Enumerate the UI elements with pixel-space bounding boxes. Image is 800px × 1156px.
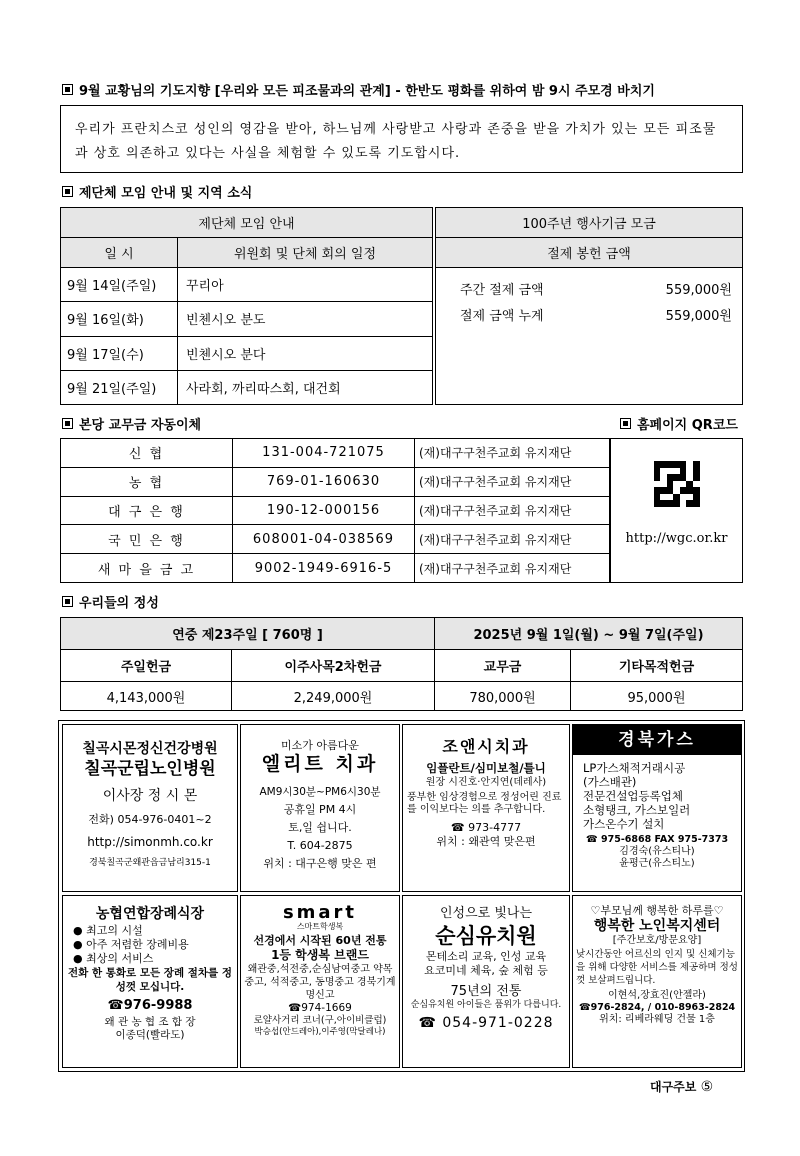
square-bullet-icon xyxy=(62,186,73,197)
ad-line: 이종덕(빨라도) xyxy=(115,1028,185,1041)
square-bullet-icon xyxy=(62,84,73,95)
weekly-offering-amount: 559,000원 xyxy=(665,283,732,298)
square-bullet-icon xyxy=(620,418,631,429)
offering-header: 교무금 xyxy=(435,650,571,682)
ad-line: T. 604-2875 xyxy=(287,838,353,852)
groups-title-text: 제단체 모임 안내 및 지역 소식 xyxy=(79,186,253,201)
qr-title-text: 홈페이지 QR코드 xyxy=(637,418,738,433)
prayer-title xyxy=(62,80,655,99)
ad-line: ☎ 054-971-0228 xyxy=(418,1015,554,1032)
bank-name: 국 민 은 행 xyxy=(61,525,233,554)
ad-line: 몬테소리 교육, 인성 교육 xyxy=(425,950,547,964)
prayer-text: 우리가 프란치스코 성인의 영감을 받아, 하느님께 사랑받고 사랑과 존중을 받을 가치가 있는 모든 피조물과 상호 의존하고 있다는 사실을 체험할 수 있도록 기도합시다. xyxy=(75,122,717,161)
ad-line: ☎ 973-4777 xyxy=(450,820,522,834)
ad-line: 위치: 리베라웨딩 건물 1층 xyxy=(599,1014,715,1026)
ad-line: 전문건설업등록업체 xyxy=(583,789,683,803)
ad-senior-welfare-center xyxy=(572,895,742,1068)
ad-joan-dental xyxy=(402,724,570,892)
ad-line: 75년의 전통 xyxy=(450,983,522,999)
ad-line: ☎976-9988 xyxy=(107,997,193,1013)
homepage-url[interactable]: http://wgc.or.kr xyxy=(625,531,728,546)
bank-name: 농 협 xyxy=(61,467,233,496)
ad-line: 위치 : 대구은행 맞은 편 xyxy=(263,856,377,870)
col-date-header: 일 시 xyxy=(61,238,178,268)
ad-elite-dental xyxy=(240,724,400,892)
ad-line: 박승섭(안드레아),이주영(막달레나) xyxy=(254,1026,386,1037)
ad-smart-logo: smart xyxy=(282,902,358,923)
ad-line: 윤평근(유스티노) xyxy=(619,858,695,870)
ad-line: 행복한 노인복지센터 xyxy=(593,917,721,934)
ad-line: ● 최상의 서비스 xyxy=(73,951,154,965)
ad-line: 이사장 정 시 몬 xyxy=(102,787,198,804)
meeting-date: 9월 17일(수) xyxy=(61,336,178,370)
footer-text: 대구주보 xyxy=(650,1080,697,1094)
ad-line: ● 최고의 시설 xyxy=(73,923,143,937)
ad-line: 농협연합장례식장 xyxy=(95,906,205,922)
offering-value: 4,143,000원 xyxy=(61,682,232,711)
ad-line: (가스배관) xyxy=(583,775,637,789)
qr-box xyxy=(610,438,743,583)
fund-header: 100주년 행사기금 모금 xyxy=(436,208,743,238)
ad-line: 원장 시진호·안지연(데레사) xyxy=(425,777,547,789)
ad-line: 칠곡군립노인병원 xyxy=(84,758,216,779)
offering-value: 95,000원 xyxy=(571,682,743,711)
ad-line: 인성으로 빛나는 xyxy=(439,906,533,921)
offerings-week: 연중 제23주일 [ 760명 ] xyxy=(61,618,435,650)
ad-line: 위치 : 왜관역 맞은편 xyxy=(436,834,536,848)
ad-line: 요코미네 체육, 숲 체험 등 xyxy=(424,964,548,977)
ad-line: 순심유치원 아이들은 품위가 다릅니다. xyxy=(410,1000,562,1010)
ad-line: 칠곡시몬정신건강병원 xyxy=(82,741,218,757)
meeting-name: 사라회, 까리따스회, 대건회 xyxy=(178,370,433,404)
fund-col-header: 절제 봉헌 금액 xyxy=(436,238,743,268)
account-holder: (재)대구구천주교회 유지재단 xyxy=(415,554,610,583)
ad-line: 1등 학생복 브랜드 xyxy=(271,947,369,962)
ad-gas-title: 경북가스 xyxy=(573,725,741,755)
groups-schedule-table xyxy=(60,207,433,405)
ad-line: 이현석,장효진(안젤라) xyxy=(608,989,706,1001)
ad-line: 조앤시치과 xyxy=(442,737,530,756)
account-holder: (재)대구구천주교회 유지재단 xyxy=(415,525,610,554)
meeting-date: 9월 14일(주일) xyxy=(61,268,178,302)
account-number: 608001-04-038569 xyxy=(233,525,415,554)
ad-line: 가스온수기 설치 xyxy=(583,817,665,831)
account-holder: (재)대구구천주교회 유지재단 xyxy=(415,439,610,468)
ad-line: 로얄사거리 코너(구,아이비클럽) xyxy=(253,1014,387,1026)
offering-header: 이주사목2차헌금 xyxy=(232,650,435,682)
ad-line: http://simonmh.co.kr xyxy=(87,835,213,849)
total-offering-label: 절제 금액 누계 xyxy=(460,309,544,324)
col-meeting-header: 위원회 및 단체 회의 일정 xyxy=(178,238,433,268)
meeting-name: 꾸리아 xyxy=(178,268,433,302)
meeting-date: 9월 16일(화) xyxy=(61,302,178,336)
ad-line: 경북칠곡군왜관읍금남리315-1 xyxy=(89,858,211,868)
ad-line: AM9시30분~PM6시30분 xyxy=(259,785,381,798)
ad-line: 토,일 쉽니다. xyxy=(288,820,352,834)
ad-simon-hospital xyxy=(62,724,238,892)
ad-gyeongbuk-gas xyxy=(572,724,742,892)
ad-line: 풍부한 임상경험으로 정성어린 진료를 이익보다는 의를 추구합니다. xyxy=(407,791,562,816)
ad-funeral-hall xyxy=(62,895,238,1068)
account-holder: (재)대구구천주교회 유지재단 xyxy=(415,467,610,496)
qr-title xyxy=(620,414,738,433)
ad-line: 소형탱크, 가스보일러 xyxy=(583,803,691,817)
ad-line: 순심유치원 xyxy=(435,924,537,949)
ad-line: 왜 관 농 협 조 합 장 xyxy=(104,1015,196,1028)
account-number: 190-12-000156 xyxy=(233,496,415,525)
prayer-box xyxy=(60,105,743,173)
footer xyxy=(650,1078,713,1095)
ad-line: 엘리트 치과 xyxy=(261,752,379,775)
account-number: 9002-1949-6916-5 xyxy=(233,554,415,583)
meeting-date: 9월 21일(주일) xyxy=(61,370,178,404)
ad-line: ♡부모님께 행복한 하루를♡ xyxy=(590,904,724,917)
ad-line: [주간보호/방문요양] xyxy=(612,935,702,947)
account-number: 769-01-160630 xyxy=(233,467,415,496)
transfer-table xyxy=(60,438,610,583)
ad-line: 김경숙(유스티나) xyxy=(619,845,695,857)
offerings-title-text: 우리들의 정성 xyxy=(79,596,159,611)
ad-sunsim-kindergarten xyxy=(402,895,570,1068)
offering-header: 기타목적헌금 xyxy=(571,650,743,682)
ad-line: LP가스채적거래시공 xyxy=(583,761,686,775)
ad-line: 임플란트/심미보철/틀니 xyxy=(426,761,546,775)
account-holder: (재)대구구천주교회 유지재단 xyxy=(415,496,610,525)
offering-header: 주일헌금 xyxy=(61,650,232,682)
ad-line: 선경에서 시작된 60년 전통 xyxy=(253,934,387,947)
fund-table xyxy=(435,207,743,405)
transfer-title-text: 본당 교무금 자동이체 xyxy=(79,418,202,433)
ad-line: 스마트학생복 xyxy=(296,922,344,931)
bank-name: 대 구 은 행 xyxy=(61,496,233,525)
page-number: ⑤ xyxy=(700,1079,714,1095)
ad-line: ☎974-1669 xyxy=(288,1001,352,1014)
bank-name: 신 협 xyxy=(61,439,233,468)
offering-value: 780,000원 xyxy=(435,682,571,711)
offerings-table xyxy=(60,617,743,711)
ad-line: ☎ 975-6868 FAX 975-7373 xyxy=(585,834,729,845)
ad-line: 전화 한 통화로 모든 장례 절차를 정성껏 모십니다. xyxy=(68,966,232,993)
meeting-name: 빈첸시오 분도 xyxy=(178,302,433,336)
weekly-offering-label: 주간 절제 금액 xyxy=(460,283,544,298)
qr-code-icon[interactable] xyxy=(654,461,700,507)
groups-left-header: 제단체 모임 안내 xyxy=(61,208,433,238)
offering-value: 2,249,000원 xyxy=(232,682,435,711)
account-number: 131-004-721075 xyxy=(233,439,415,468)
ad-line: 낮시간동안 어르신의 인지 및 신체기능을 위해 다양한 서비스를 제공하며 정성껏 보살펴드립니다. xyxy=(576,948,738,986)
ad-line: 공휴일 PM 4시 xyxy=(283,802,357,816)
square-bullet-icon xyxy=(62,418,73,429)
ad-line: 왜관중,석전중,순심남여중고 약목중고, 석적중고, 동명중고 경북기계명신고 xyxy=(244,963,396,1001)
ad-line: 미소가 아름다운 xyxy=(281,739,359,752)
square-bullet-icon xyxy=(62,596,73,607)
meeting-name: 빈첸시오 분다 xyxy=(178,336,433,370)
ad-smart-uniform xyxy=(240,895,400,1068)
groups-title xyxy=(62,182,252,201)
bank-name: 새 마 을 금 고 xyxy=(61,554,233,583)
total-offering-amount: 559,000원 xyxy=(665,309,732,324)
transfer-title xyxy=(62,414,201,433)
offerings-period: 2025년 9월 1일(월) ~ 9월 7일(주일) xyxy=(435,618,743,650)
ad-line: 전화) 054-976-0401~2 xyxy=(88,813,212,827)
ad-line: ☎976-2824, / 010-8963-2824 xyxy=(578,1002,736,1014)
offerings-title xyxy=(62,592,159,611)
ad-line: ● 아주 저렴한 장례비용 xyxy=(73,937,189,951)
prayer-title-text: 9월 교황님의 기도지향 [우리와 모든 피조물과의 관계] - 한반도 평화를 위하여 밤 9시 주모경 바치기 xyxy=(79,84,655,99)
